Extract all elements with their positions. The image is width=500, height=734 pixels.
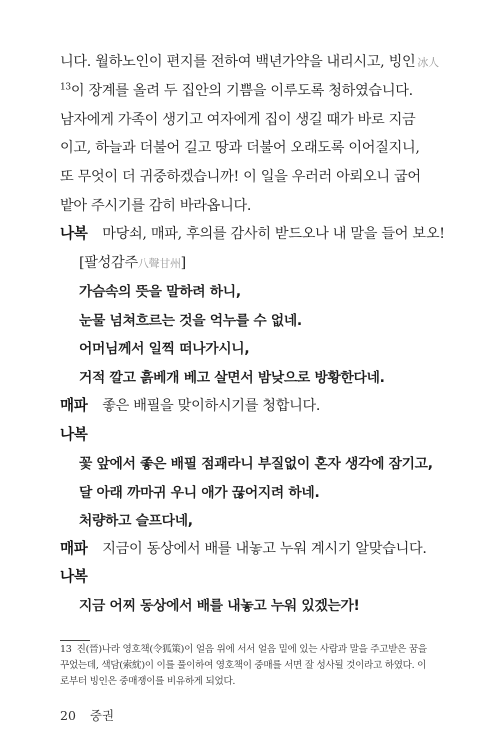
body-line [60, 81, 490, 101]
song-line: 가슴속의 뜻을 말하려 하니, [79, 284, 241, 300]
body-text: 남자에게 가족이 생기고 여자에게 집이 생길 때가 바로 지금 [60, 112, 416, 128]
volume-label: 중권 [89, 708, 115, 723]
dialogue-line [60, 396, 490, 416]
footnote-divider [60, 640, 90, 641]
footnote-reference: 13 [60, 82, 71, 93]
song-line: 어머님께서 일찍 떠나가시니, [79, 341, 250, 357]
body-line [60, 110, 490, 130]
song-title-text: [팔성감주 [79, 255, 138, 271]
speaker-label: 나복 [60, 568, 88, 585]
footnote-text: 진(晉)나라 영호책(令狐策)이 얼음 위에 서서 얼음 밑에 있는 사람과 말을 주고받은 꿈을 [76, 644, 427, 655]
body-text: $^{13}$이 장계를 올려 두 집안의 기쁨을 이루도록 청하였습니다. [60, 82, 413, 99]
dialogue-text: 마당쇠, 매파, 후의를 감사히 받드오나 내 말을 들어 보오! [102, 226, 445, 242]
song-line: 거적 깔고 흙베개 베고 살면서 밤낮으로 방황한다네. [79, 370, 385, 386]
body-text: 밭아 주시기를 감히 바라옵니다. [60, 198, 252, 214]
speaker-label: 나복 [60, 426, 88, 443]
page-footer [60, 706, 128, 724]
song-line: 눈물 넘쳐흐르는 것을 억누를 수 없네. [79, 313, 302, 329]
song-line: 처량하고 슬프다네, [79, 513, 193, 529]
body-text: 니다. 월하노인이 편지를 전하여 백년가약을 내리시고, 빙인 [60, 54, 416, 70]
dialogue-line [60, 224, 490, 244]
body-line [60, 167, 490, 187]
body-line [60, 138, 490, 158]
footnote-line: 꾸었는데, 색담(索紞)이 이를 풀이하여 영호책이 중매를 서면 잘 성사될 것이라고 하였다. 이 [60, 660, 427, 671]
dialogue-line [60, 539, 490, 559]
footnote-line: 로부터 빙인은 중매쟁이를 비유하게 되었다. [60, 676, 236, 687]
page-number: 20 [60, 708, 76, 723]
song-title [79, 253, 500, 274]
body-text: 또 무엇이 더 귀중하겠습니까! 이 일을 우러러 아뢰오니 굽어 [60, 169, 421, 185]
body-line [60, 196, 490, 216]
song-title-bracket: ] [180, 255, 186, 271]
song-line: 달 아래 까마귀 우니 애가 끊어지려 하네. [79, 485, 320, 501]
footnote-number: 13 [60, 644, 72, 655]
body-line [60, 52, 490, 73]
hanja-annotation: 冰人 [417, 56, 439, 69]
footnote-line [60, 642, 492, 658]
speaker-label: 매파 [60, 397, 88, 414]
dialogue-text: 지금이 동상에서 배를 내놓고 누워 계시기 알맞습니다. [102, 541, 427, 557]
body-text: 이고, 하늘과 더불어 길고 땅과 더불어 오래도록 이어질지니, [60, 140, 420, 156]
speaker-label: 매파 [60, 540, 88, 557]
dialogue-text: 좋은 배필을 맞이하시기를 청합니다. [102, 398, 321, 414]
speaker-label: 나복 [60, 225, 88, 242]
song-title-hanja: 八聲甘州 [137, 257, 181, 270]
song-line: 지금 어찌 동상에서 배를 내놓고 누워 있겠는가! [79, 598, 360, 614]
song-line: 꽃 앞에서 좋은 배필 점괘라니 부질없이 혼자 생각에 잠기고, [79, 456, 433, 472]
